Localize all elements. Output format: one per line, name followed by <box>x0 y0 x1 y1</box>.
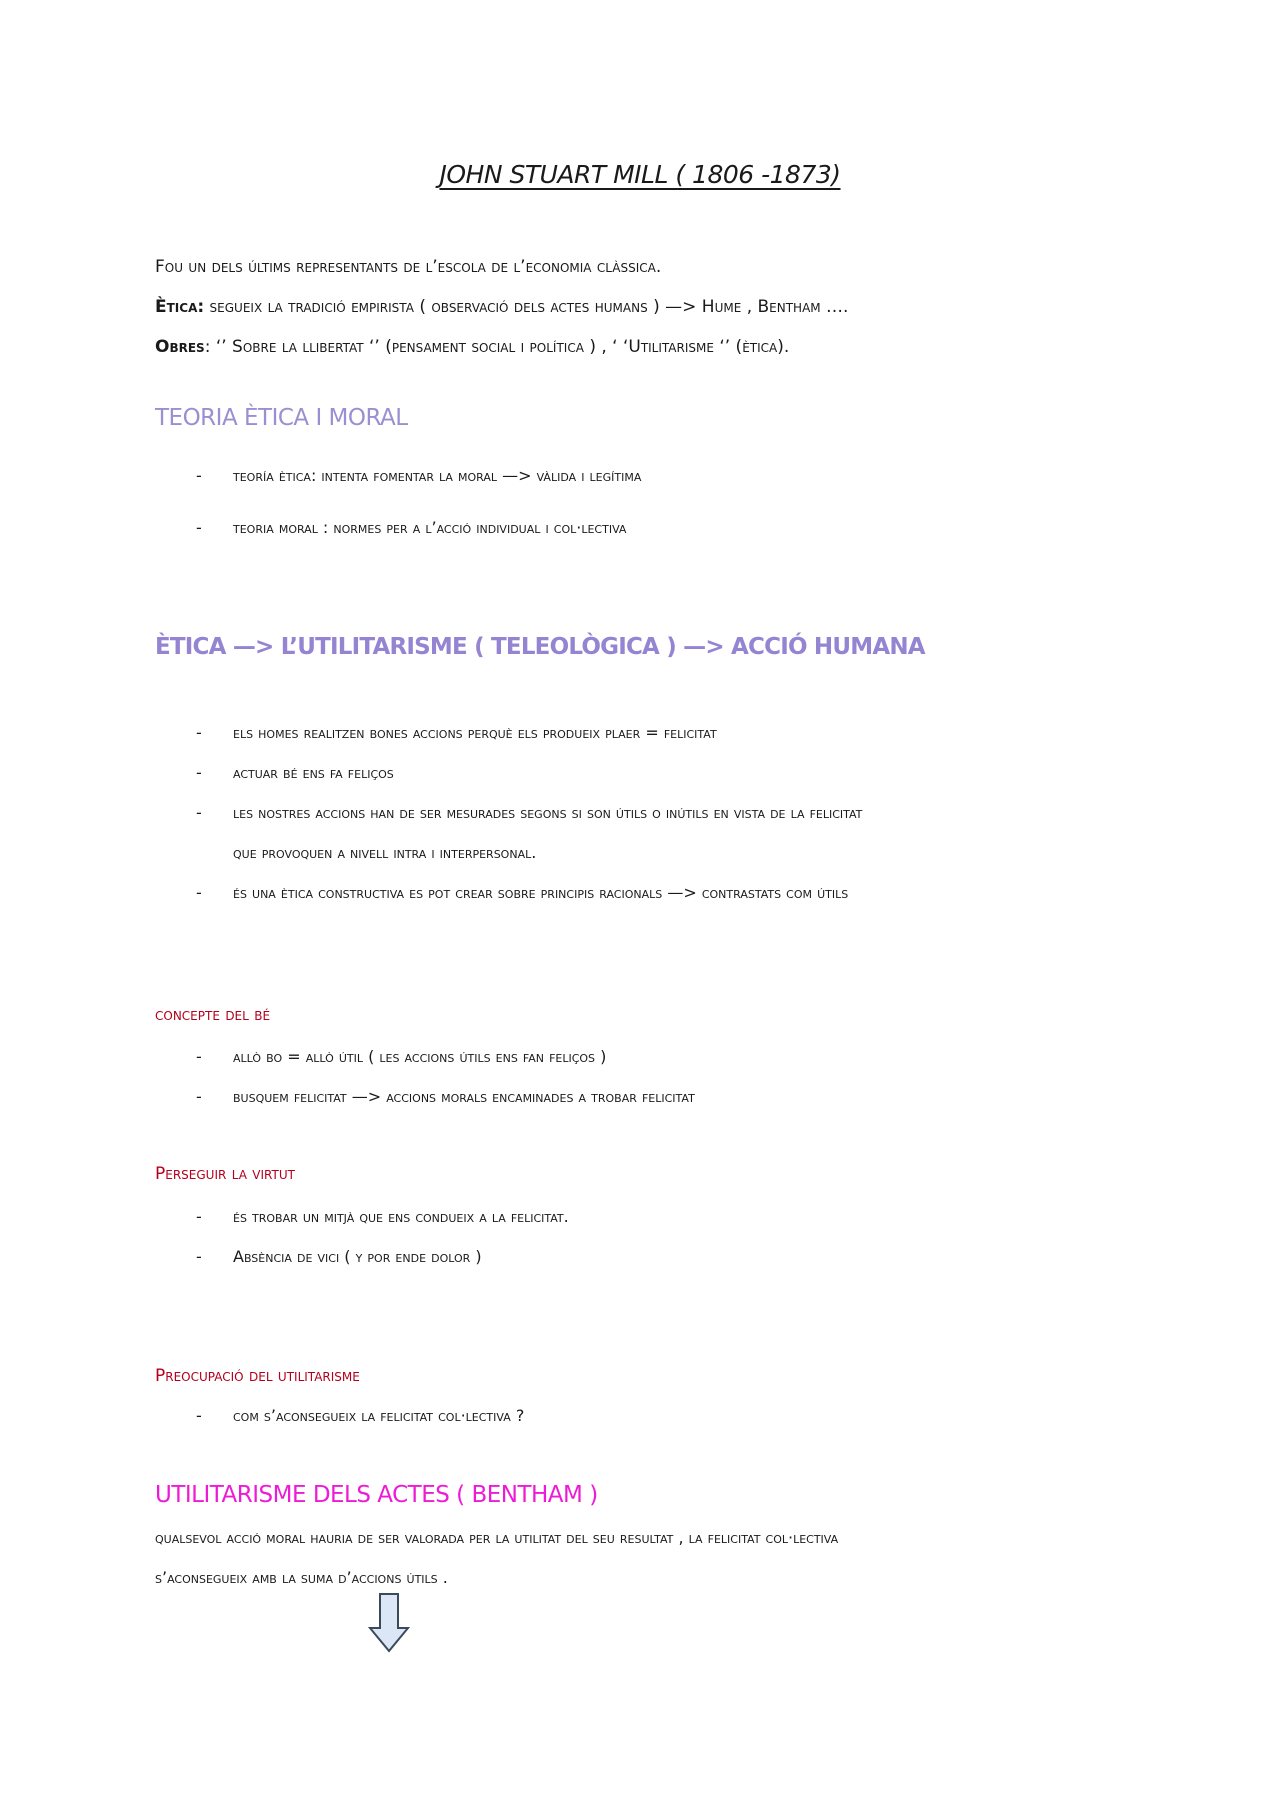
paragraph-actes <box>155 1518 1205 1598</box>
list-virtut <box>0 1197 1280 1277</box>
list-item-continuation: que provoquen a nivell intra i interpersonal. <box>233 843 537 862</box>
bullet-dash: - <box>196 883 202 902</box>
obres-label: Obres <box>155 337 205 357</box>
bullet-dash: - <box>196 763 202 782</box>
paragraph-line: qualsevol acció moral hauria de ser valorada per la utilitat del seu resultat , la felicitat col·lectiva <box>155 1528 839 1547</box>
list-item: - busquem felicitat —> accions morals encaminades a trobar felicitat <box>0 1077 1280 1117</box>
list-item: - les nostres accions han de ser mesurades segons si son útils o inútils en vista de la felicitat <box>0 793 1280 833</box>
bullet-dash: - <box>196 1047 202 1066</box>
down-arrow-icon <box>368 1592 410 1654</box>
intro-block <box>155 247 1175 367</box>
etica-text: segueix la tradició empirista ( observació dels actes humans ) —> Hume , Bentham …. <box>204 297 849 317</box>
list-item: - teoría ètica: intenta fomentar la moral —> vàlida i legítima <box>0 456 1280 508</box>
heading-preocupacio: Preocupació del utilitarisme <box>155 1366 360 1386</box>
list-item: - és trobar un mitjà que ens condueix a la felicitat. <box>0 1197 1280 1237</box>
list-etica <box>0 713 1280 913</box>
bullet-dash: - <box>196 1247 202 1266</box>
etica-line <box>155 287 1175 327</box>
heading-concepte-be: concepte del bé <box>155 1005 271 1025</box>
heading-virtut: Perseguir la virtut <box>155 1164 295 1184</box>
bullet-dash: - <box>196 1406 202 1425</box>
list-item: - actuar bé ens fa feliços <box>0 753 1280 793</box>
list-teoria <box>0 456 1280 548</box>
list-item: - allò bo = allò útil ( les accions útils ens fan feliços ) <box>0 1037 1280 1077</box>
list-item: - teoria moral : normes per a l’acció individual i col·lectiva <box>0 508 1280 548</box>
obres-line <box>155 327 1175 367</box>
list-preocupacio <box>0 1396 1280 1436</box>
bullet-dash: - <box>196 803 202 822</box>
intro-line: Fou un dels últims representants de l’escola de l’economia clàssica. <box>155 257 662 277</box>
paragraph-line: s’aconsegueix amb la suma d’accions útils . <box>155 1568 448 1587</box>
heading-etica: ÈTICA —> L’UTILITARISME ( TELEOLÒGICA ) —> ACCIÓ HUMANA <box>155 634 925 660</box>
bullet-dash: - <box>196 466 202 485</box>
heading-teoria: TEORIA ÈTICA I MORAL <box>155 405 408 431</box>
heading-utilitarisme-actes: UTILITARISME DELS ACTES ( BENTHAM ) <box>155 1482 598 1508</box>
list-item: - és una ètica constructiva es pot crear sobre principis racionals —> contrastats com útils <box>0 873 1280 913</box>
list-item: - com s’aconsegueix la felicitat col·lectiva ? <box>0 1396 1280 1436</box>
obres-text: : ‘’ Sobre la llibertat ‘’ (pensament social i política ) , ‘ ‘Utilitarisme ‘’ (ètica). <box>204 337 790 357</box>
page-title: JOHN STUART MILL ( 1806 -1873) <box>439 160 841 189</box>
bullet-dash: - <box>196 518 202 537</box>
bullet-dash: - <box>196 1087 202 1106</box>
bullet-dash: - <box>196 723 202 742</box>
bullet-dash: - <box>196 1207 202 1226</box>
list-item: - Absència de vici ( y por ende dolor ) <box>0 1237 1280 1277</box>
list-item: - els homes realitzen bones accions perquè els produeix plaer = felicitat <box>0 713 1280 753</box>
list-be <box>0 1037 1280 1117</box>
etica-label: Ètica: <box>155 297 205 317</box>
